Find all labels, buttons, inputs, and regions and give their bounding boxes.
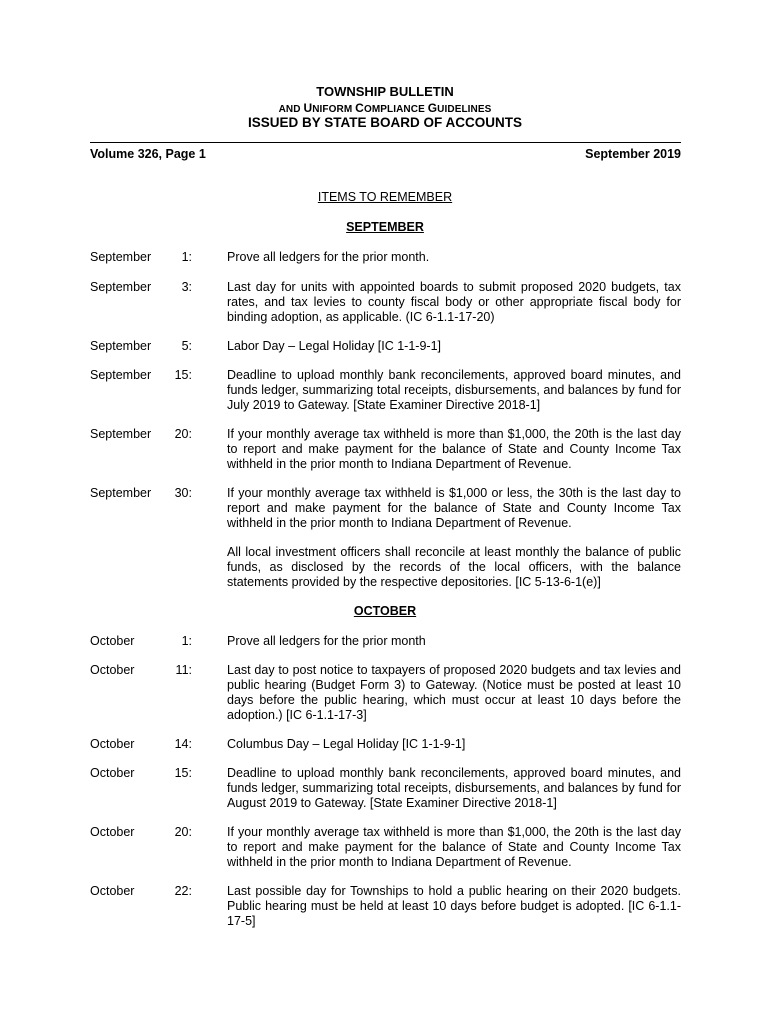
item-text: Prove all ledgers for the prior month. [227,250,430,264]
item-text: Last day for units with appointed boards to submit proposed 2020 budgets, tax rates, and tax levies to county fiscal body or other appropriate fiscal body for binding adoption, as applicable. (IC 6-1.1-17-20) [227,280,681,324]
section-heading-october: OCTOBER [353,604,417,618]
item-month: October [90,825,135,839]
item-month: September [90,280,152,294]
item-text: Last possible day for Townships to hold a public hearing on their 2020 budgets. Public hearing must be held at least 10 days before budget is adopted. [IC 6-1.1-17-5] [227,884,681,928]
item-month: October [90,634,135,648]
item-day: 20: [174,825,192,839]
bulletin-title: TOWNSHIP BULLETIN [316,84,454,99]
item-month: October [90,663,135,677]
item-month: September [90,250,152,264]
bulletin-subtitle: AND UNIFORM COMPLIANCE GUIDELINES [278,101,492,115]
item-day: 1: [181,634,192,648]
item-day: 30: [174,486,192,500]
header-divider [90,142,681,143]
item-text: Last day to post notice to taxpayers of proposed 2020 budgets and tax levies and public hearing (Budget Form 3) to Gateway. (Notice must be posted at least 10 days before the public hearing, which must occur at least 10 days before the adoption.) [IC 6-1.1-17-3] [227,663,681,722]
item-month: September [90,486,152,500]
item-text: Labor Day – Legal Holiday [IC 1-1-9-1] [227,339,442,353]
item-text: If your monthly average tax withheld is more than $1,000, the 20th is the last day to report and make payment for the balance of State and County Income Tax withheld in the prior month to Indiana Department of Revenue. [227,427,681,471]
item-day: 20: [174,427,192,441]
items-heading: ITEMS TO REMEMBER [317,190,453,204]
issue-date: September 2019 [585,147,681,161]
item-day: 11: [175,663,192,677]
item-month: September [90,339,152,353]
item-month: October [90,766,135,780]
item-month: September [90,427,152,441]
item-text: If your monthly average tax withheld is $1,000 or less, the 30th is the last day to report and make payment for the balance of State and County Income Tax withheld in the prior month to Indiana Department of Revenue. [227,486,681,530]
item-day: 22: [174,884,192,898]
item-day: 5: [181,339,192,353]
item-month: October [90,884,135,898]
item-text: Columbus Day – Legal Holiday [IC 1-1-9-1] [227,737,466,751]
item-day: 14: [174,737,192,751]
item-month: October [90,737,135,751]
item-text: Prove all ledgers for the prior month [227,634,426,648]
item-text: Deadline to upload monthly bank reconcilements, approved board minutes, and funds ledger, summarizing total receipts, disbursements, and balances by fund for August 2019 to Gateway. [State Examiner Directive 2018-1] [227,766,681,810]
item-day: 3: [181,280,192,294]
item-day: 15: [174,766,192,780]
bulletin-issuer: ISSUED BY STATE BOARD OF ACCOUNTS [247,115,522,130]
item-text: Deadline to upload monthly bank reconcilements, approved board minutes, and funds ledger, summarizing total receipts, disbursements, and balances by fund for July 2019 to Gateway. [State Examiner Directive 2018-1] [227,368,681,412]
volume-label: Volume 326, Page 1 [90,147,206,161]
item-day: 1: [181,250,192,264]
item-day: 15: [174,368,192,382]
item-text: If your monthly average tax withheld is more than $1,000, the 20th is the last day to report and make payment for the balance of State and County Income Tax withheld in the prior month to Indiana Department of Revenue. [227,825,681,869]
reconciliation-note: All local investment officers shall reconcile at least monthly the balance of public funds, as disclosed by the records of the local officers, with the balance statements provided by the respective depositories. [IC 5-13-6-1(e)] [227,545,681,589]
section-heading-september: SEPTEMBER [346,220,424,234]
item-month: September [90,368,152,382]
